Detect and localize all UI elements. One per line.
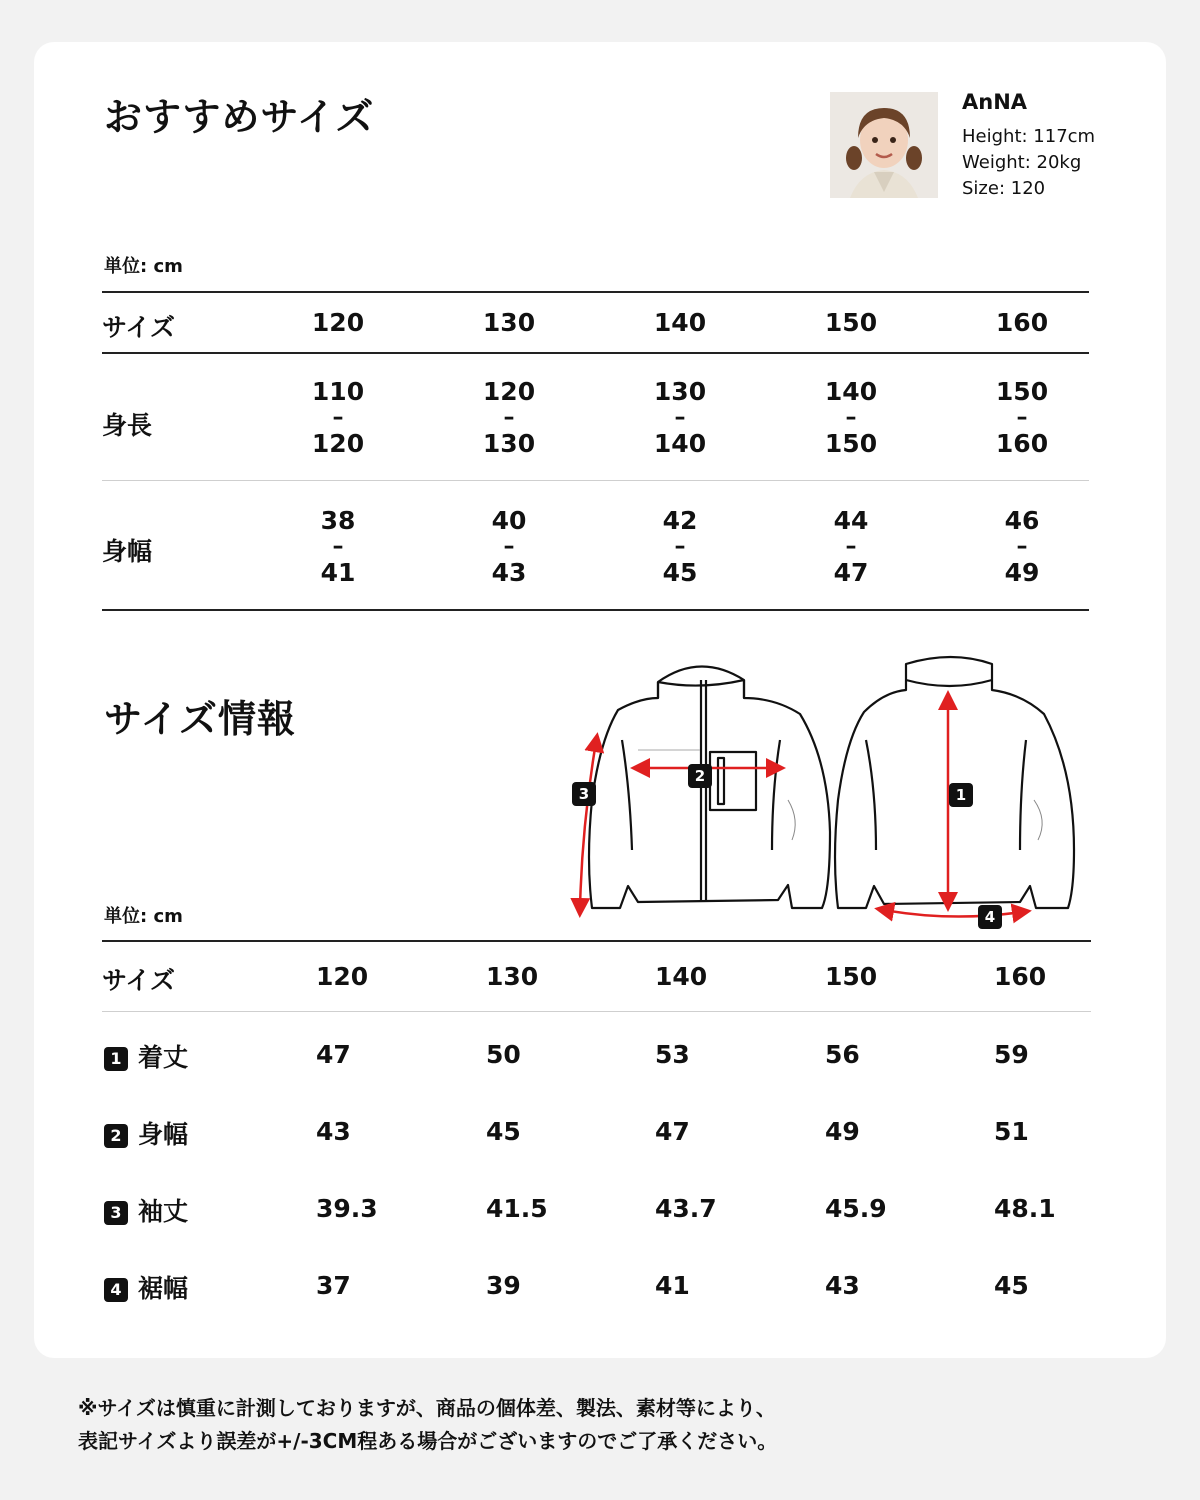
info-size-160: 160 bbox=[994, 962, 1047, 991]
info-row-label-length: 1 着丈 bbox=[104, 1038, 188, 1074]
info-row-label-chest: 2 身幅 bbox=[104, 1115, 188, 1151]
info-length-value: 56 bbox=[825, 1040, 860, 1069]
info-title: サイズ情報 bbox=[104, 697, 296, 741]
recommend-height-range: 150 – 160 bbox=[995, 377, 1049, 458]
info-chest-value: 45 bbox=[486, 1117, 521, 1146]
model-photo-image bbox=[830, 92, 938, 198]
number-badge-2: 2 bbox=[104, 1124, 128, 1148]
recommend-height-range: 140 – 150 bbox=[824, 377, 878, 458]
info-size-130: 130 bbox=[486, 962, 539, 991]
info-hem-value: 39 bbox=[486, 1271, 521, 1300]
info-chest-value: 49 bbox=[825, 1117, 860, 1146]
info-unit: 単位: cm bbox=[104, 906, 183, 927]
disclaimer-note bbox=[78, 1392, 777, 1458]
info-size-150: 150 bbox=[825, 962, 878, 991]
diagram-marker-4: 4 bbox=[978, 905, 1002, 929]
info-hem-value: 41 bbox=[655, 1271, 690, 1300]
info-length-value: 47 bbox=[316, 1040, 351, 1069]
model-name: AnNA bbox=[962, 90, 1028, 114]
recommend-height-range: 110 – 120 bbox=[311, 377, 365, 458]
number-badge-4: 4 bbox=[104, 1278, 128, 1302]
recommend-size-150: 150 bbox=[824, 308, 878, 337]
info-sleeve-value: 39.3 bbox=[316, 1194, 378, 1223]
info-hem-value: 37 bbox=[316, 1271, 351, 1300]
diagram-marker-1: 1 bbox=[949, 783, 973, 807]
recommend-unit: 単位: cm bbox=[104, 256, 183, 277]
recommend-width-range: 46 – 49 bbox=[1004, 506, 1040, 587]
disclaimer-line-2: 表記サイズより誤差が+/-3CM程ある場合がございますのでご了承ください。 bbox=[78, 1429, 778, 1453]
diagram-marker-3: 3 bbox=[572, 782, 596, 806]
recommend-row-label-height: 身長 bbox=[102, 411, 153, 440]
recommend-table-bottom-rule bbox=[102, 609, 1089, 611]
info-row-label-sleeve: 3 袖丈 bbox=[104, 1192, 188, 1228]
recommend-size-130: 130 bbox=[482, 308, 536, 337]
disclaimer-line-1: ※サイズは慎重に計測しておりますが、商品の個体差、製法、素材等により、 bbox=[78, 1396, 776, 1420]
recommend-size-140: 140 bbox=[653, 308, 707, 337]
info-size-140: 140 bbox=[655, 962, 708, 991]
info-length-value: 53 bbox=[655, 1040, 690, 1069]
model-details bbox=[962, 124, 1095, 202]
info-hem-value: 45 bbox=[994, 1271, 1029, 1300]
info-table-top-rule bbox=[102, 940, 1091, 942]
recommend-title: おすすめサイズ bbox=[104, 95, 375, 139]
number-badge-1: 1 bbox=[104, 1047, 128, 1071]
jacket-diagram bbox=[560, 650, 1100, 940]
info-hem-value: 43 bbox=[825, 1271, 860, 1300]
recommend-height-range: 120 – 130 bbox=[482, 377, 536, 458]
recommend-width-range: 40 – 43 bbox=[491, 506, 527, 587]
info-header-label: サイズ bbox=[102, 966, 176, 995]
recommend-width-range: 38 – 41 bbox=[320, 506, 356, 587]
recommend-header-rule bbox=[102, 352, 1089, 354]
number-badge-3: 3 bbox=[104, 1201, 128, 1225]
info-length-value: 50 bbox=[486, 1040, 521, 1069]
info-chest-value: 47 bbox=[655, 1117, 690, 1146]
info-size-120: 120 bbox=[316, 962, 369, 991]
recommend-size-160: 160 bbox=[995, 308, 1049, 337]
info-chest-value: 43 bbox=[316, 1117, 351, 1146]
model-photo bbox=[830, 92, 938, 198]
recommend-table-top-rule bbox=[102, 291, 1089, 293]
recommend-height-range: 130 – 140 bbox=[653, 377, 707, 458]
recommend-header-label: サイズ bbox=[102, 313, 176, 342]
recommend-width-range: 42 – 45 bbox=[662, 506, 698, 587]
recommend-size-120: 120 bbox=[311, 308, 365, 337]
diagram-marker-2: 2 bbox=[688, 764, 712, 788]
info-sleeve-value: 43.7 bbox=[655, 1194, 717, 1223]
info-header-rule bbox=[102, 1011, 1091, 1012]
recommend-row-label-width: 身幅 bbox=[102, 537, 153, 566]
model-weight: Weight: 20kg bbox=[962, 152, 1082, 173]
model-size: Size: 120 bbox=[962, 178, 1046, 199]
recommend-row-divider bbox=[102, 480, 1089, 481]
info-sleeve-value: 48.1 bbox=[994, 1194, 1056, 1223]
info-row-label-hem: 4 裾幅 bbox=[104, 1269, 188, 1305]
info-length-value: 59 bbox=[994, 1040, 1029, 1069]
model-height: Height: 117cm bbox=[962, 126, 1096, 147]
info-chest-value: 51 bbox=[994, 1117, 1029, 1146]
recommend-width-range: 44 – 47 bbox=[833, 506, 869, 587]
info-sleeve-value: 41.5 bbox=[486, 1194, 548, 1223]
info-sleeve-value: 45.9 bbox=[825, 1194, 887, 1223]
